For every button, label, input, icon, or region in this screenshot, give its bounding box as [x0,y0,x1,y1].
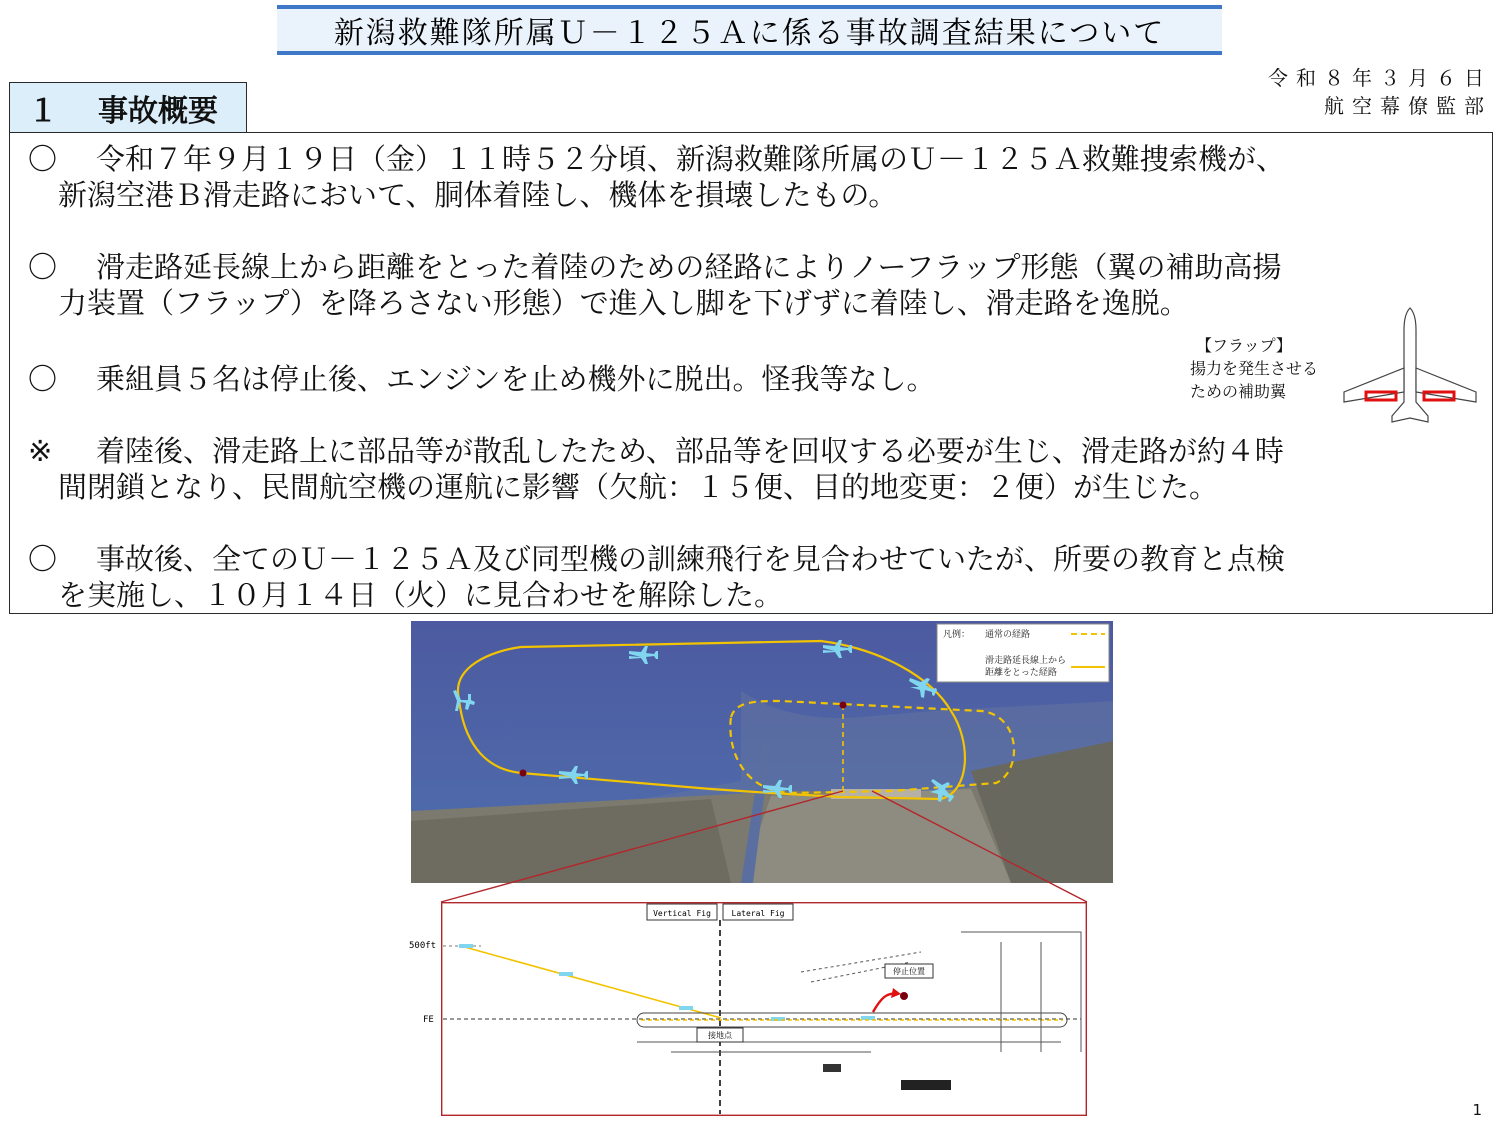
document-date: 令和８年３月６日 [1268,66,1492,90]
page-number: 1 [1472,1101,1482,1119]
item-text: 事故後、全てのＵ－１２５Ａ及び同型機の訓練飛行を見合わせていたが、所要の教育と点検 [96,542,1286,576]
item-text: 着陸後、滑走路上に部品等が散乱したため、部品等を回収する必要が生じ、滑走路が約４時 [96,434,1284,468]
item-text-continued: を実施し、１０月１４日（火）に見合わせを解除した。 [58,578,784,612]
item-text: 乗組員５名は停止後、エンジンを止め機外に脱出。怪我等なし。 [96,362,936,396]
flap-note-heading: 【フラップ】 [1196,336,1292,355]
runway-diagram [409,902,1087,1116]
bullet-mark: ※ [28,434,53,468]
legend-offset-route: 滑走路延長線上から [985,656,1067,666]
aircraft-icon [559,972,573,976]
bullet-mark: 〇 [28,142,58,176]
section-heading [9,82,247,132]
item-text: 滑走路延長線上から距離をとった着陸のための経路によりノーフラップ形態（翼の補助高揚 [96,250,1282,284]
altitude-label: 500ft [409,941,437,951]
section-number: １ [28,93,58,129]
title-bar [277,5,1222,55]
aircraft-icon [679,1006,693,1010]
building [823,1064,841,1072]
vertical-fig-label: Vertical Fig [653,909,711,918]
section-title: 事故概要 [98,93,218,129]
bullet-mark: 〇 [28,250,58,284]
legend-title: 凡例： [943,630,971,640]
item-text-continued: 間閉鎖となり、民間航空機の運航に影響（欠航：１５便、目的地変更：２便）が生じた。 [58,470,1219,504]
aircraft-flap-illustration [1340,306,1480,430]
building [901,1080,951,1090]
bullet-mark: 〇 [28,542,58,576]
flap-note [1190,334,1318,403]
urban-area [741,789,1011,883]
stop-position-marker [900,992,908,1000]
waypoint-marker [520,770,527,777]
summary-item [10,141,1490,213]
issuing-organization: 航空幕僚監部 [1324,94,1492,118]
summary-item [10,433,1490,505]
document-meta [1268,64,1492,120]
waypoint-marker [840,702,847,709]
summary-item [10,249,1490,321]
lateral-fig-label: Lateral Fig [731,909,785,918]
flap-note-line: ための補助翼 [1190,382,1287,401]
fe-label: FE [423,1015,434,1025]
bullet-mark: 〇 [28,362,58,396]
item-text: 令和７年９月１９日（金）１１時５２分頃、新潟救難隊所属のＵ－１２５Ａ救難捜索機が、 [96,142,1286,176]
legend-offset-route-2: 距離をとった経路 [985,668,1057,678]
aircraft-icon [459,944,473,948]
flight-path-map [411,621,1113,883]
touchdown-label: 接地点 [708,1031,732,1040]
diagram-frame [442,903,1087,1116]
page-title: 新潟救難隊所属Ｕ－１２５Ａに係る事故調査結果について [333,16,1166,51]
flap-note-line: 揚力を発生させる [1190,359,1319,378]
summary-item [10,541,1490,613]
item-text-continued: 力装置（フラップ）を降ろさない形態）で進入し脚を下げずに着陸し、滑走路を逸脱。 [58,286,1189,320]
legend-normal-route: 通常の経路 [985,630,1031,640]
stop-position-label: 停止位置 [893,967,925,976]
item-text-continued: 新潟空港Ｂ滑走路において、胴体着陸し、機体を損壊したもの。 [58,178,898,212]
